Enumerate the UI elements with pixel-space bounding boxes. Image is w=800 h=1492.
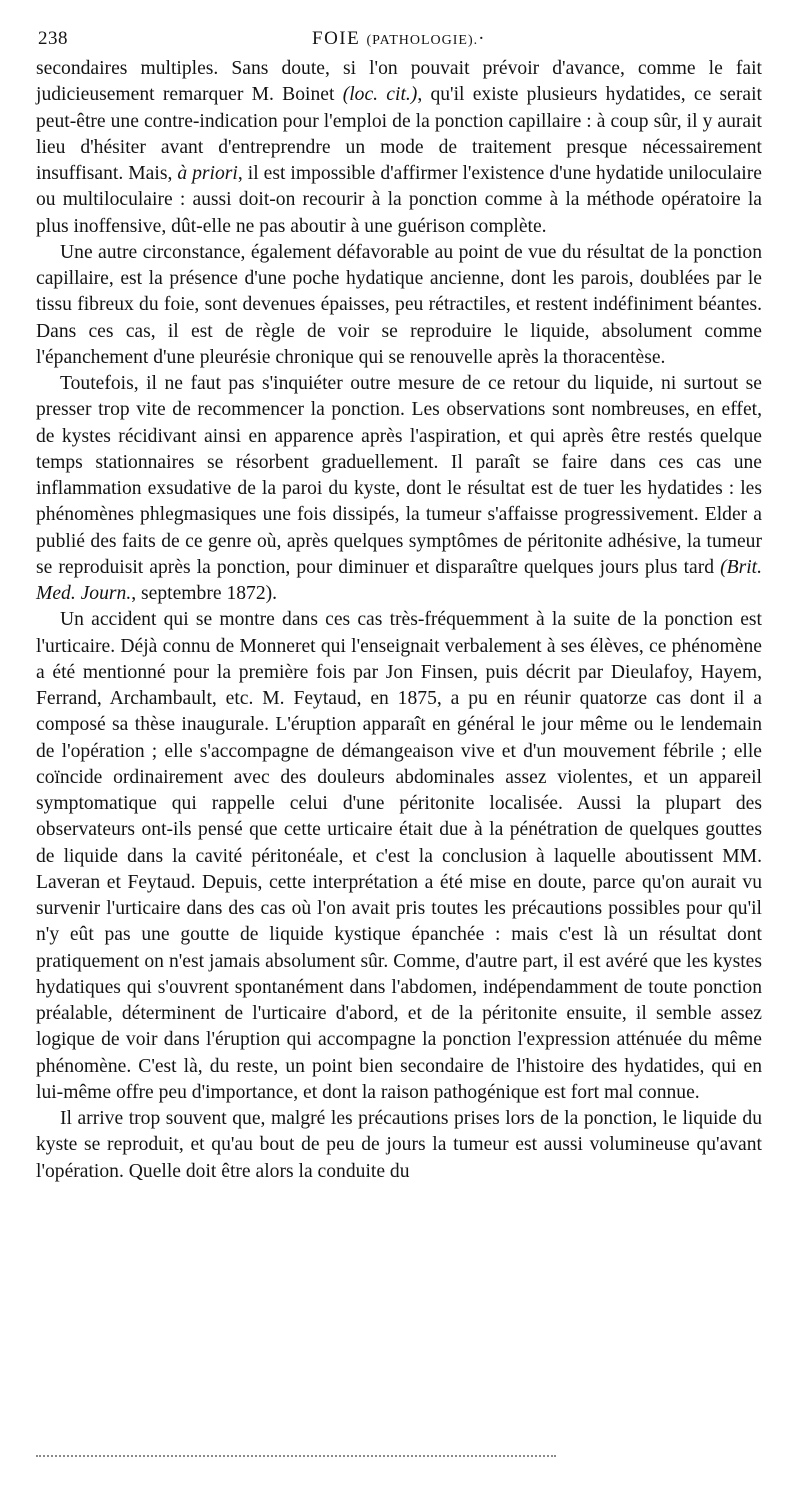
text-run: Toutefois, il ne faut pas s'inquiéter outre mesure de ce retour du liquide, ni surtout se presser trop vite de recommencer la ponction. Les observations sont nombreuses, en effet, de kystes récidivant ainsi en apparence après l'aspiration, et qui après être restés quelque temps stationnaires se résorbent graduellement. Il paraît se faire dans ces cas une inflammation exsudative de la paroi du kyste, dont le résultat est de tuer les hydatides : les phénomènes phlegmasiques une fois dissipés, la tumeur s'affaisse progressivement. Elder a publié des faits de ce genre où, après quelques symptômes de péritonite adhésive, la tumeur se reproduisit après la ponction, pour diminuer et disparaître quelques jours plus tard <box>36 373 762 578</box>
running-title-sub-open: ( <box>366 33 373 48</box>
running-title-main: FOIE <box>312 28 361 49</box>
paragraph <box>36 56 762 240</box>
text-run: , septembre 1872). <box>131 583 278 604</box>
text-run: Une autre circonstance, également défavorable au point de vue du résultat de la ponction capillaire, est la présence d'une poche hydatique ancienne, dont les parois, doublées par le tissu fibreux du foie, sont devenues épaisses, peu rétractiles, et restent indéfiniment béantes. Dans ces cas, il est de règle de voir se reproduire le liquide, absolument comme l'épanchement d'une pleurésie chronique qui se renouvelle après la thoracentèse. <box>36 241 762 368</box>
running-title <box>36 22 762 58</box>
running-header <box>36 22 762 56</box>
text-run: , il est impossible d'affirmer l'existence d'une hydatide uniloculaire ou multiloculaire : aussi doit-on recourir à la ponction comme à la méthode opératoire la plus inoffensive, dût-elle ne pas aboutir à une guérison complète. <box>36 163 762 237</box>
text-run: Un accident qui se montre dans ces cas très-fréquemment à la suite de la ponction est l'urticaire. Déjà connu de Monneret qui l'enseignait verbalement à ses élèves, ce phénomène a été mentionné pour la première fois par Jon Finsen, puis décrit par Dieulafoy, Hayem, Ferrand, Archambault, etc. M. Feytaud, en 1875, a pu en réunir quatorze cas dont il a composé sa thèse inaugurale. L'éruption apparaît en général le jour même ou le lendemain de l'opération ; elle s'accompagne de démangeaison vive et d'un mouvement fébrile ; elle coïncide ordinairement avec des douleurs abdominales assez violentes, et un appareil symptomatique qui rappelle celui d'une péritonite localisée. Aussi la plupart des observateurs ont-ils pensé que cette urticaire était due à la pénétration de quelques gouttes de liquide dans la cavité péritonéale, et c'est la conclusion à laquelle aboutissent MM. Laveran et Feytaud. Depuis, cette interprétation a été mise en doute, parce qu'on aurait vu survenir l'urticaire dans des cas où l'on avait pris toutes les précautions possibles pour qu'il n'y eût pas une goutte de liquide kystique épanchée : mais c'est là un résultat dont pratiquement on n'est jamais absolument sûr. Comme, d'autre part, il est avéré que les kystes hydatiques qui s'ouvrent spontanément dans l'abdomen, indépendamment de toute ponction préalable, déterminent de l'urticaire d'abord, et de la péritonite ensuite, il semble assez logique de voir dans l'éruption qui accompagne la ponction l'expression atténuée du même phénomène. C'est là, du reste, un point bien secondaire de l'histoire des hydatides, qui en lui-même offre peu d'importance, et dont la raison pathogénique est fort mal connue. <box>36 609 762 1103</box>
running-title-mark: · <box>478 28 486 49</box>
body-text <box>36 56 762 1185</box>
footer-dotted-rule <box>36 1455 556 1457</box>
italic-text-run: (Brit. Med. Journ. <box>36 556 762 604</box>
running-title-sub: PATHOLOGIE <box>372 33 468 48</box>
paragraph <box>36 240 762 371</box>
paragraph <box>36 1106 762 1185</box>
paragraph <box>36 371 762 607</box>
text-run: , qu'il existe plusieurs hydatides, ce serait peut-être une contre-indication pour l'emploi de la ponction capillaire : à coup sûr, il y aurait lieu d'hésiter avant d'entreprendre un mode de traitement presque nécessairement insuffisant. Mais, <box>36 84 762 184</box>
book-page <box>36 22 762 1185</box>
italic-text-run: (loc. cit.) <box>342 84 418 106</box>
paragraph <box>36 607 762 1106</box>
running-title-sub-close: ). <box>467 33 479 48</box>
page-number: 238 <box>38 28 68 49</box>
text-run: secondaires multiples. Sans doute, si l'on pouvait prévoir d'avance, comme le fait judicieusement remarquer M. Boinet <box>36 58 762 106</box>
italic-text-run: à priori <box>177 163 238 184</box>
text-run: Il arrive trop souvent que, malgré les précautions prises lors de la ponction, le liquide du kyste se reproduit, et qu'au bout de peu de jours la tumeur est aussi volumineuse qu'avant l'opération. Quelle doit être alors la conduite du <box>36 1108 762 1182</box>
